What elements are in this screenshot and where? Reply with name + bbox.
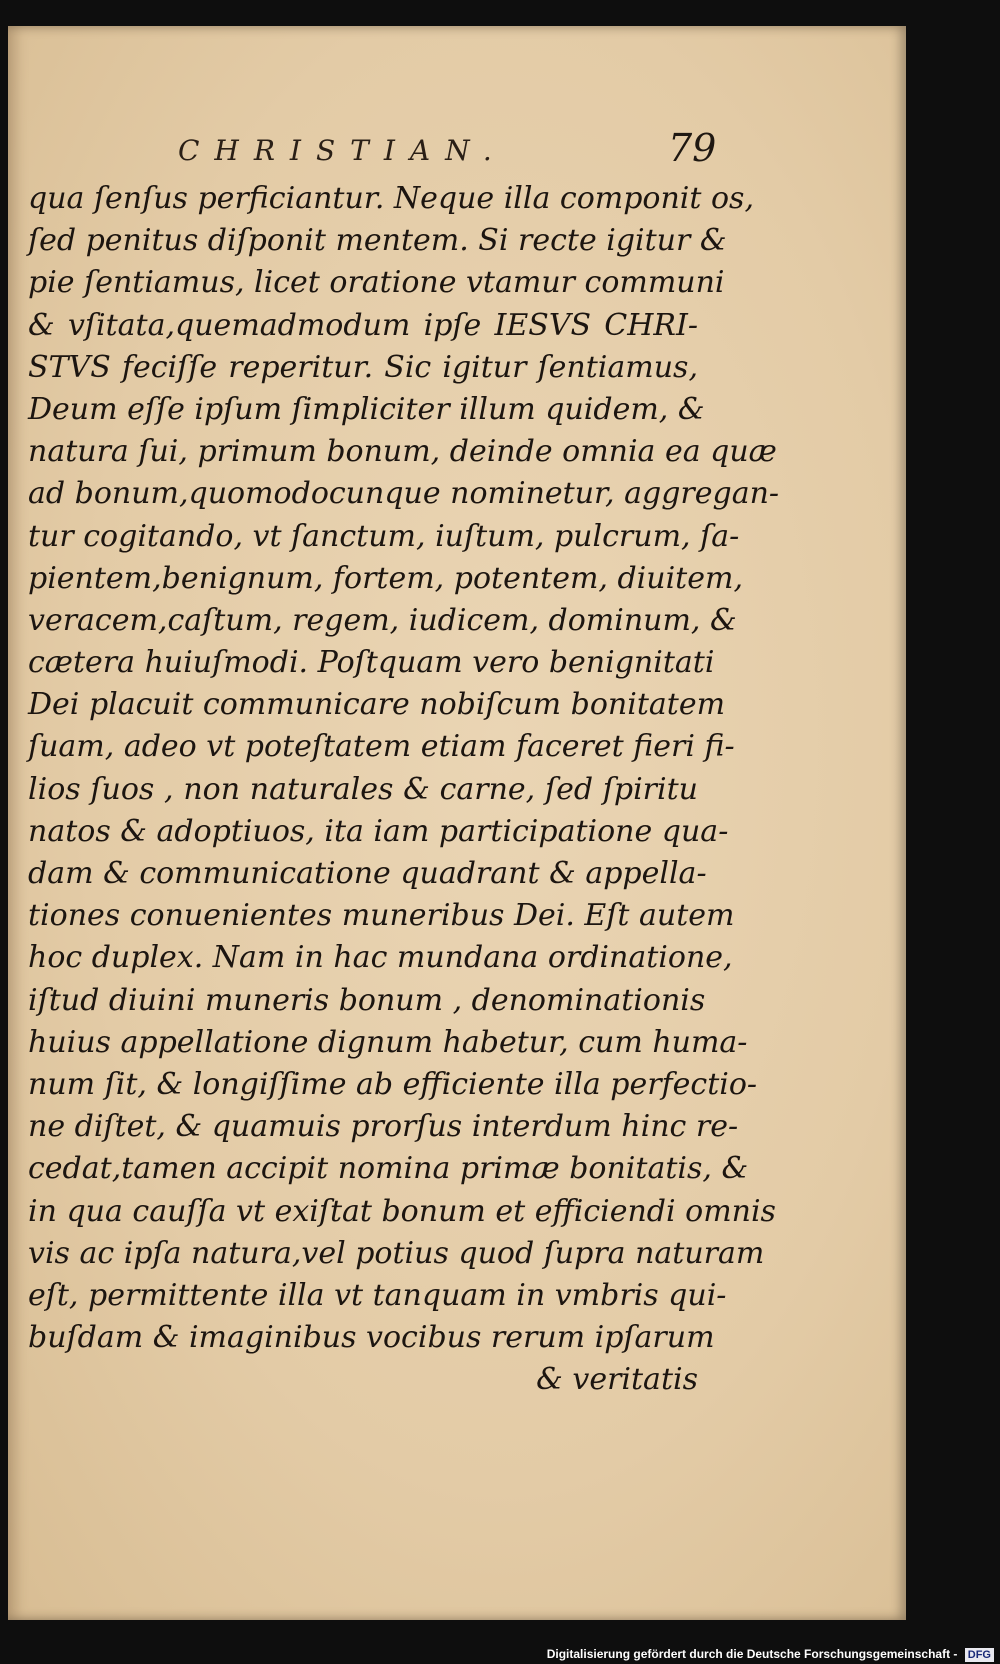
text-line: dam & communicatione quadrant & appella- [28, 856, 707, 891]
text-line: huius appellatione dignum habetur, cum huma- [28, 1024, 748, 1060]
text-line: lios ſuos , non naturales & carne, ſed ſpiritu [28, 771, 698, 807]
text-line: buſdam & imaginibus vocibus rerum ipſarum [28, 1320, 715, 1356]
text-line: iſtud diuini muneris bonum , denominationis [28, 982, 706, 1018]
dfg-logo: DFG [965, 1648, 994, 1662]
text-line: cætera huiuſmodi. Poſtquam vero benignitati [28, 645, 715, 681]
text-line: eſt, permittente illa vt tanquam in vmbris qui- [28, 1277, 727, 1313]
text-line: & vſitata,quemadmodum ipſe IESVS CHRI- [28, 307, 698, 343]
text-line: cedat,tamen accipit nomina primæ bonitatis, & [28, 1151, 749, 1187]
text-line: vis ac ipſa natura,vel potius quod ſupra naturam [28, 1235, 765, 1271]
page-number: 79 [668, 126, 717, 170]
text-line: Dei placuit communicare nobiſcum bonitatem [28, 687, 726, 723]
text-line: Deum eſſe ipſum ſimpliciter illum quidem, & [28, 391, 705, 427]
text-line: qua ſenſus perficiantur. Neque illa componit os, [28, 181, 754, 216]
text-line: ſuam, adeo vt poteſtatem etiam faceret fieri fi- [28, 729, 735, 765]
text-line: ad bonum,quomodocunque nominetur, aggregan- [28, 476, 780, 512]
text-line: pie ſentiamus, licet oratione vtamur communi [28, 265, 725, 301]
text-line: veracem,caſtum, regem, iudicem, dominum, & [28, 602, 737, 638]
text-line: tur cogitando, vt ſanctum, iuſtum, pulcrum, ſa- [28, 518, 740, 554]
running-head: CHRISTIAN. [178, 134, 507, 167]
text-line: ne diſtet, & quamuis prorſus interdum hinc re- [28, 1109, 739, 1145]
book-page [8, 26, 906, 1620]
text-line: tiones conuenientes muneribus Dei. Eſt autem [28, 898, 735, 934]
credit-text: Digitalisierung gefördert durch die Deutsche Forschungsgemeinschaft - [546, 1647, 958, 1661]
text-line: STVS feciſſe reperitur. Sic igitur ſentiamus, [28, 349, 698, 385]
text-line: natos & adoptiuos, ita iam participatione qua- [28, 813, 729, 849]
text-line: hoc duplex. Nam in hac mundana ordinatione, [28, 940, 733, 976]
text-line: natura ſui, primum bonum, deinde omnia ea quæ [28, 434, 777, 470]
text-line: pientem,benignum, fortem, potentem, diuitem, [28, 560, 743, 596]
body-text [28, 178, 780, 1401]
text-line: num ſit, & longiſſime ab efficiente illa perfectio- [28, 1066, 758, 1102]
text-line: in qua cauſſa vt exiſtat bonum et efficiendi omnis [28, 1193, 776, 1229]
digitization-credit [547, 1644, 1000, 1664]
text-line: ſed penitus diſponit mentem. Si recte igitur & [28, 223, 727, 259]
catchword: & veritatis [536, 1362, 698, 1398]
